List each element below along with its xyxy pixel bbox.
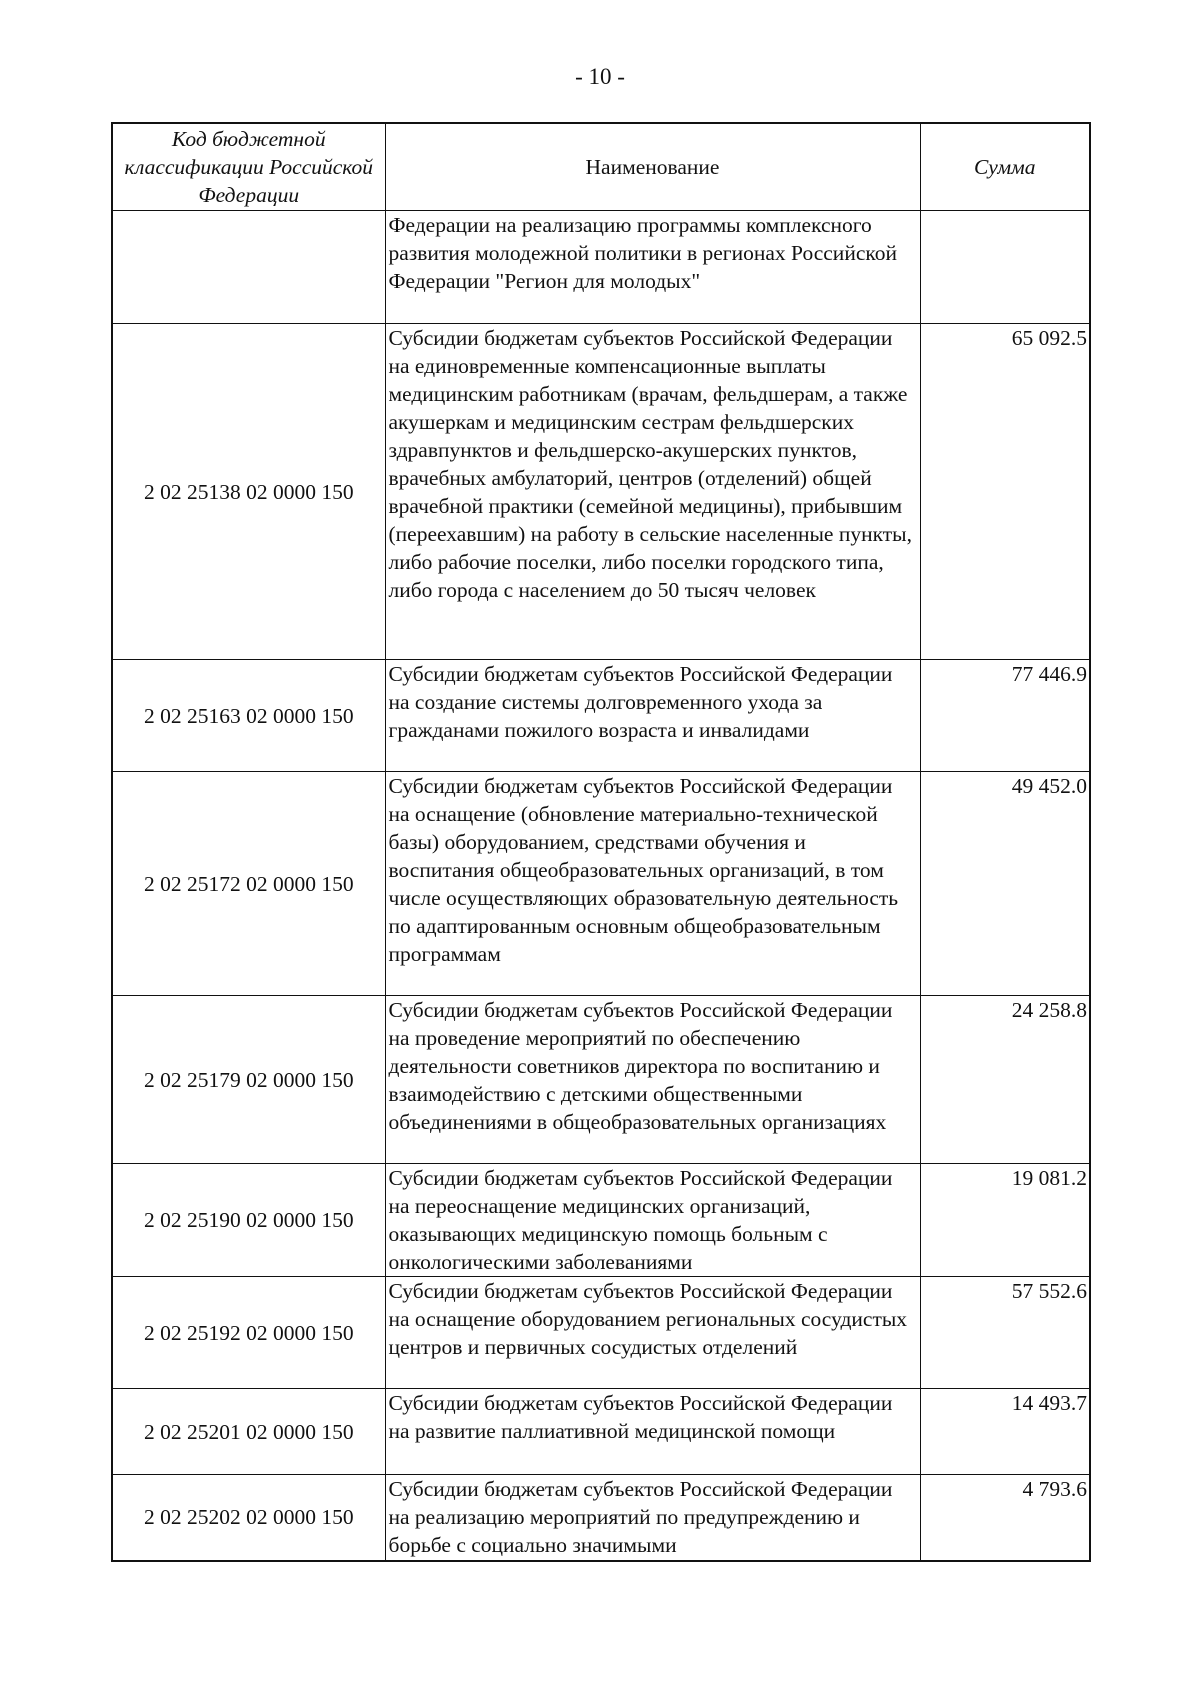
budget-table [111,122,1091,1562]
row-name: Субсидии бюджетам субъектов Российской Федерации на оснащение оборудованием региональных сосудистых центров и первичных сосудистых отделений [385,1277,920,1389]
row-name: Субсидии бюджетам субъектов Российской Федерации на развитие паллиативной медицинской помощи [385,1389,920,1475]
row-sum: 14 493.7 [920,1389,1090,1475]
row-name: Субсидии бюджетам субъектов Российской Федерации на проведение мероприятий по обеспечению деятельности советников директора по воспитанию и взаимодействию с детскими общественными объединениями в общеобразовательных организациях [385,996,920,1164]
table-row [112,996,1090,1164]
header-code: Код бюджетной классификации Российской Федерации [112,123,385,211]
row-name: Субсидии бюджетам субъектов Российской Федерации на оснащение (обновление материально-технической базы) оборудованием, средствами обучения и воспитания общеобразовательных организаций, в том числе осуществляющих образовательную деятельность по адаптированным основным общеобразовательным программам [385,772,920,996]
row-code: 2 02 25190 02 0000 150 [112,1164,385,1277]
row-sum: 57 552.6 [920,1277,1090,1389]
row-code: 2 02 25201 02 0000 150 [112,1389,385,1475]
table-row [112,772,1090,996]
row-code: 2 02 25172 02 0000 150 [112,772,385,996]
row-code: 2 02 25163 02 0000 150 [112,660,385,772]
row-code [112,211,385,324]
table-row [112,1164,1090,1277]
row-code: 2 02 25192 02 0000 150 [112,1277,385,1389]
header-name: Наименование [385,123,920,211]
row-sum: 49 452.0 [920,772,1090,996]
row-code: 2 02 25179 02 0000 150 [112,996,385,1164]
row-code: 2 02 25202 02 0000 150 [112,1475,385,1561]
table-row [112,1277,1090,1389]
row-name: Субсидии бюджетам субъектов Российской Федерации на создание системы долговременного ухода за гражданами пожилого возраста и инвалидами [385,660,920,772]
table-row [112,1389,1090,1475]
table-row [112,660,1090,772]
row-name: Субсидии бюджетам субъектов Российской Федерации на единовременные компенсационные выплаты медицинским работникам (врачам, фельдшерам, а также акушеркам и медицинским сестрам фельдшерских здравпунктов и фельдшерско-акушерских пунктов, врачебных амбулаторий, центров (отделений) общей врачебной практики (семейной медицины), прибывшим (переехавшим) на работу в сельские населенные пункты, либо рабочие поселки, либо поселки городского типа, либо города с населением до 50 тысяч человек [385,324,920,660]
row-name: Субсидии бюджетам субъектов Российской Федерации на реализацию мероприятий по предупреждению и борьбе с социально значимыми [385,1475,920,1561]
row-code: 2 02 25138 02 0000 150 [112,324,385,660]
row-sum: 4 793.6 [920,1475,1090,1561]
row-sum: 19 081.2 [920,1164,1090,1277]
header-sum: Сумма [920,123,1090,211]
table-header-row [112,123,1090,211]
table-row [112,1475,1090,1561]
row-sum [920,211,1090,324]
table-row [112,324,1090,660]
row-sum: 65 092.5 [920,324,1090,660]
table-row [112,211,1090,324]
row-sum: 24 258.8 [920,996,1090,1164]
page-number: - 10 - [575,64,625,89]
row-name: Федерации на реализацию программы комплексного развития молодежной политики в регионах Российской Федерации "Регион для молодых" [385,211,920,324]
row-name: Субсидии бюджетам субъектов Российской Федерации на переоснащение медицинских организаций, оказывающих медицинскую помощь больным с онкологическими заболеваниями [385,1164,920,1277]
row-sum: 77 446.9 [920,660,1090,772]
